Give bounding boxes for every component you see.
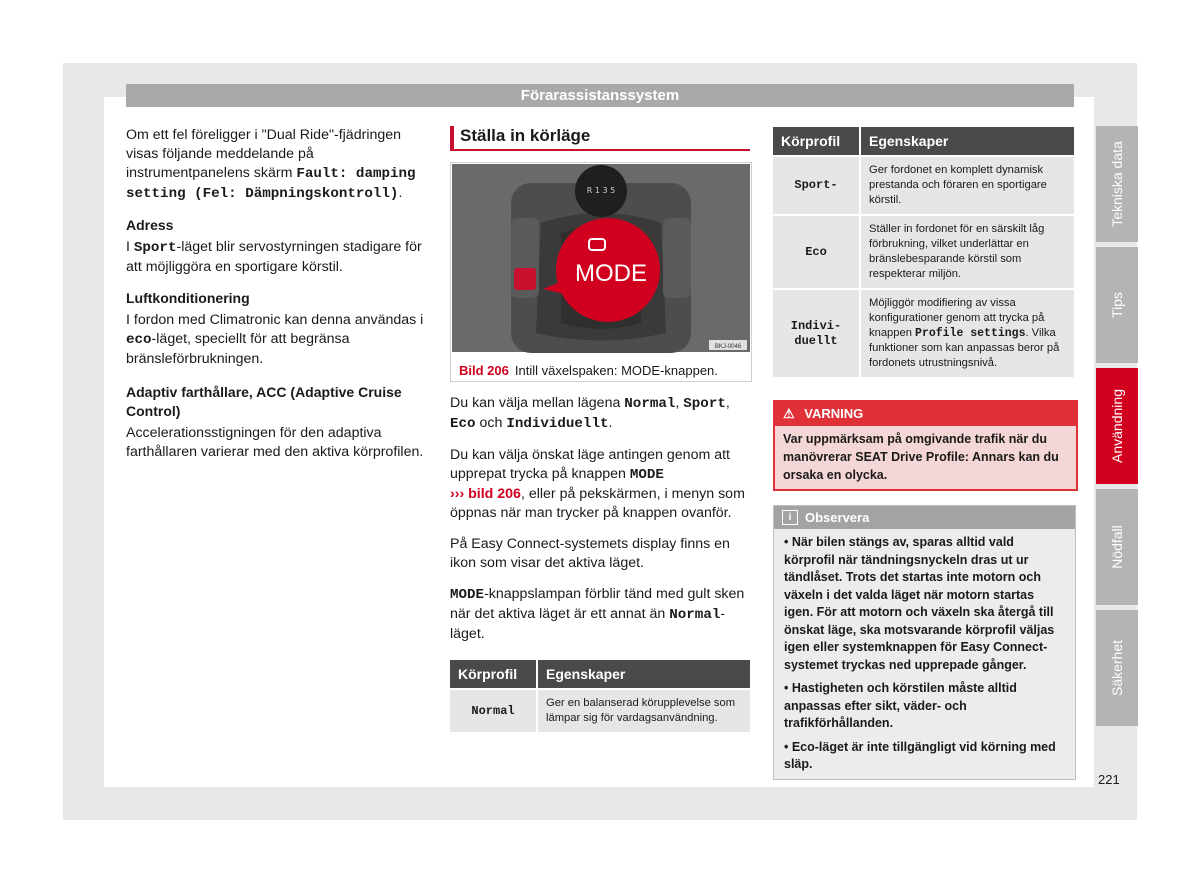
figure-caption: Bild 206 Intill växelspaken: MODE-knappen.	[459, 363, 718, 378]
tab-sakerhet[interactable]: Säkerhet	[1096, 610, 1138, 726]
warning-icon: ⚠	[783, 406, 795, 421]
table-row: Normal Ger en balanserad körupplevelse som lämpar sig för vardagsanvändning.	[450, 690, 750, 732]
note-item: • Hastigheten och körstilen måste alltid anpassas efter sikt, väder- och trafikförhållanden.	[784, 681, 1017, 730]
gear-lever-illustration	[451, 163, 751, 353]
table-row: Sport- Ger fordonet en komplett dynamisk prestanda och föraren en sportigare körstil.	[773, 157, 1074, 214]
error-message-code: Fault: damping setting (Fel: Dämpningskontroll)	[126, 166, 416, 202]
middle-column	[450, 126, 750, 163]
section-title: Ställa in körläge	[450, 126, 750, 151]
lamp-paragraph: MODE-knappslampan förblir tänd med gult sken när det aktiva läget är ett annat än Normal-läget.	[450, 586, 745, 642]
note-body	[774, 529, 1075, 779]
tab-tekniska-data[interactable]: Tekniska data	[1096, 126, 1138, 242]
figure-mode-button	[450, 162, 752, 382]
table-row: Eco Ställer in fordonet för en särskilt låg förbrukning, vilket underlättar en bränslebesparande körstil som respekterar miljön.	[773, 216, 1074, 288]
middle-text	[450, 394, 750, 656]
warning-header: ⚠ VARNING	[775, 402, 1076, 426]
note-header: i Observera	[774, 506, 1075, 529]
warning-box	[773, 400, 1078, 491]
intro-paragraph: Om ett fel föreligger i "Dual Ride"-fjädringen visas följande meddelande på instrumentpanelens skärm Fault: damping setting (Fel: Dämpningskontroll).	[126, 127, 416, 202]
display-paragraph: På Easy Connect-systemets display finns en ikon som visar det aktiva läget.	[450, 536, 730, 571]
svg-text:R 1 3 5: R 1 3 5	[586, 186, 616, 195]
profile-table-other: Körprofil Egenskaper Sport- Ger fordonet en komplett dynamisk prestanda och föraren en sportigare körstil. Eco Ställer in fordonet för en särskilt låg förbrukning, vilket underlättar en bränslebesparande körstil som respekterar miljön. Indivi-duellt Möjliggör modifiering av vissa konfigurationer genom att trycka på knappen Profile settings. Vilka funktioner som kan anpassas beror på fordonets utrustningsnivå.	[771, 125, 1076, 379]
tab-anvandning[interactable]: Användning	[1096, 368, 1138, 484]
select-paragraph: Du kan välja önskat läge antingen genom att upprepat trycka på knappen MODE ››› bild 206, eller på pekskärmen, i menyn som öppnas när man trycker på knappen ovanför.	[450, 447, 745, 521]
left-column	[126, 126, 424, 474]
note-item: • När bilen stängs av, sparas alltid vald körprofil när tändningsnyckeln dras ut ur tändlåset. Trots det startas inte motorn och växeln i det valda läget när motorn startas igen. För att motorn och växeln ska återgå till önskat läge, ska motsvarande körprofil väljas igen eller systemknappen för Easy Connect-systemet tryckas ned upprepade gånger.	[784, 535, 1055, 672]
note-box	[773, 505, 1076, 780]
page-number: 221	[1098, 772, 1120, 787]
tab-tips[interactable]: Tips	[1096, 247, 1138, 363]
warning-text: Var uppmärksam på omgivande trafik när du manövrerar SEAT Drive Profile: Annars kan du orsaka en olycka.	[775, 426, 1076, 489]
figure-reference-link[interactable]: ››› bild 206	[450, 486, 521, 502]
note-item: • Eco-läget är inte tillgängligt vid körning med släp.	[784, 739, 1056, 771]
heading-adress: Adress	[126, 217, 174, 233]
tab-nodfall[interactable]: Nödfall	[1096, 489, 1138, 605]
heading-luftkonditionering: Luftkonditionering	[126, 290, 250, 306]
adress-paragraph: I Sport-läget blir servostyrningen stadigare för att möjliggöra en sportigare körstil.	[126, 239, 422, 275]
figure-code: BKJ-0046	[714, 344, 742, 350]
modes-paragraph: Du kan välja mellan lägena Normal, Sport, Eco och Individuellt.	[450, 395, 730, 432]
info-icon: i	[782, 510, 798, 525]
acc-paragraph: Accelerationsstigningen för den adaptiva farthållaren varierar med den aktiva körprofilen.	[126, 425, 424, 460]
heading-acc: Adaptiv farthållare, ACC (Adaptive Cruise Control)	[126, 384, 402, 419]
chapter-header: Förarassistanssystem	[126, 84, 1074, 107]
table-row: Indivi-duellt Möjliggör modifiering av vissa konfigurationer genom att trycka på knappen Profile settings. Vilka funktioner som kan anpassas beror på fordonets utrustningsnivå.	[773, 290, 1074, 377]
mode-bubble-label: MODE	[575, 260, 647, 287]
profile-table-normal: Körprofil Egenskaper Normal Ger en balanserad körupplevelse som lämpar sig för vardagsanvändning.	[448, 658, 752, 734]
ac-paragraph: I fordon med Climatronic kan denna användas i eco-läget, speciellt för att begränsa bränsleförbrukningen.	[126, 312, 424, 367]
